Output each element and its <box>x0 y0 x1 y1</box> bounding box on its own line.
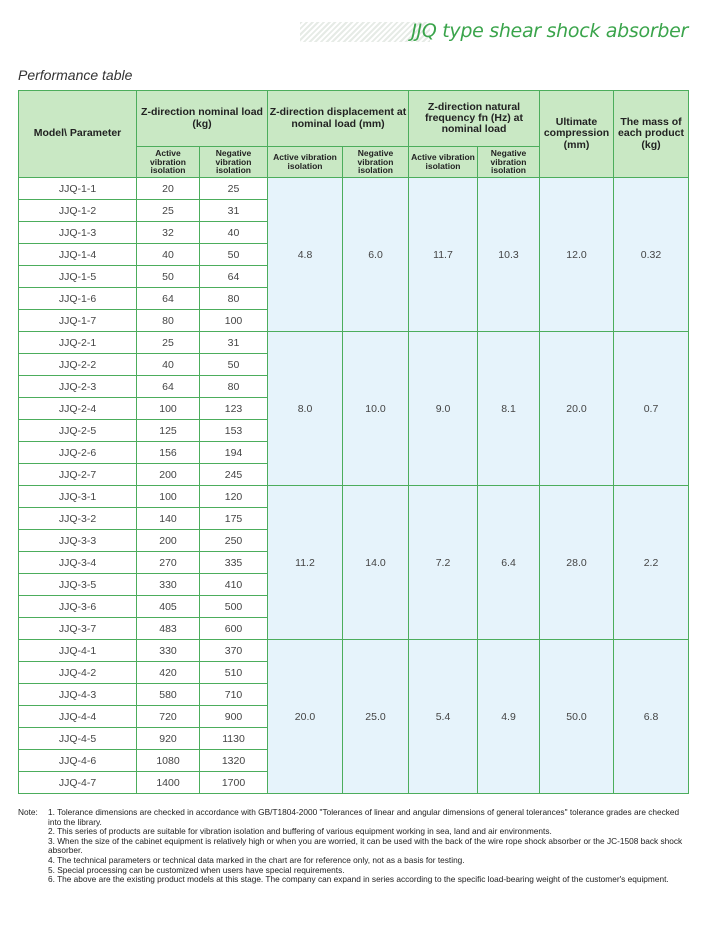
load-negative-cell: 1130 <box>200 728 268 750</box>
model-cell: JJQ-2-6 <box>19 442 137 464</box>
load-active-cell: 140 <box>137 508 200 530</box>
load-negative-cell: 370 <box>200 640 268 662</box>
subheader-frequency-active: Active vibration isolation <box>409 147 478 178</box>
displacement-negative-cell: 6.0 <box>343 178 409 332</box>
load-active-cell: 156 <box>137 442 200 464</box>
table-row <box>19 640 689 662</box>
load-negative-cell: 500 <box>200 596 268 618</box>
header-load: Z-direction nominal load (kg) <box>137 91 268 147</box>
load-active-cell: 64 <box>137 376 200 398</box>
load-active-cell: 100 <box>137 486 200 508</box>
load-active-cell: 420 <box>137 662 200 684</box>
load-active-cell: 32 <box>137 222 200 244</box>
model-cell: JJQ-3-3 <box>19 530 137 552</box>
load-negative-cell: 80 <box>200 288 268 310</box>
model-cell: JJQ-1-5 <box>19 266 137 288</box>
model-cell: JJQ-4-1 <box>19 640 137 662</box>
table-row <box>19 486 689 508</box>
performance-table <box>18 90 689 794</box>
displacement-active-cell: 20.0 <box>268 640 343 794</box>
load-negative-cell: 153 <box>200 420 268 442</box>
model-cell: JJQ-3-5 <box>19 574 137 596</box>
load-active-cell: 40 <box>137 354 200 376</box>
displacement-negative-cell: 14.0 <box>343 486 409 640</box>
load-negative-cell: 410 <box>200 574 268 596</box>
load-negative-cell: 40 <box>200 222 268 244</box>
frequency-active-cell: 5.4 <box>409 640 478 794</box>
load-active-cell: 405 <box>137 596 200 618</box>
model-cell: JJQ-4-3 <box>19 684 137 706</box>
note-item: 1. Tolerance dimensions are checked in accordance with GB/T1804-2000 "Tolerances of linear and angular dimensions of general tolerances" tolerance grades are checked into the library. <box>48 807 680 827</box>
compression-cell: 28.0 <box>540 486 614 640</box>
table-row <box>19 178 689 200</box>
load-active-cell: 40 <box>137 244 200 266</box>
model-cell: JJQ-3-2 <box>19 508 137 530</box>
frequency-negative-cell: 8.1 <box>478 332 540 486</box>
displacement-active-cell: 11.2 <box>268 486 343 640</box>
model-cell: JJQ-4-5 <box>19 728 137 750</box>
load-negative-cell: 335 <box>200 552 268 574</box>
load-active-cell: 25 <box>137 332 200 354</box>
model-cell: JJQ-1-2 <box>19 200 137 222</box>
document-title: JJQ type shear shock absorber <box>411 20 688 42</box>
load-active-cell: 200 <box>137 464 200 486</box>
model-cell: JJQ-1-3 <box>19 222 137 244</box>
notes <box>18 808 688 885</box>
load-negative-cell: 120 <box>200 486 268 508</box>
load-negative-cell: 600 <box>200 618 268 640</box>
load-active-cell: 125 <box>137 420 200 442</box>
compression-cell: 50.0 <box>540 640 614 794</box>
header-model: Model\ Parameter <box>19 91 137 178</box>
compression-cell: 12.0 <box>540 178 614 332</box>
note-item: 5. Special processing can be customized when users have special requirements. <box>48 864 345 875</box>
model-cell: JJQ-1-7 <box>19 310 137 332</box>
compression-cell: 20.0 <box>540 332 614 486</box>
load-active-cell: 1400 <box>137 772 200 794</box>
load-negative-cell: 64 <box>200 266 268 288</box>
header-frequency: Z-direction natural frequency fn (Hz) at nominal load <box>409 91 540 147</box>
header-mass: The mass of each product (kg) <box>614 91 689 178</box>
subheader-displacement-active: Active vibration isolation <box>268 147 343 178</box>
load-negative-cell: 245 <box>200 464 268 486</box>
load-active-cell: 64 <box>137 288 200 310</box>
load-negative-cell: 900 <box>200 706 268 728</box>
load-negative-cell: 25 <box>200 178 268 200</box>
load-negative-cell: 80 <box>200 376 268 398</box>
load-negative-cell: 50 <box>200 244 268 266</box>
load-negative-cell: 31 <box>200 200 268 222</box>
load-active-cell: 920 <box>137 728 200 750</box>
load-active-cell: 270 <box>137 552 200 574</box>
model-cell: JJQ-2-2 <box>19 354 137 376</box>
load-active-cell: 100 <box>137 398 200 420</box>
load-active-cell: 200 <box>137 530 200 552</box>
subheader-frequency-negative: Negative vibration isolation <box>478 147 540 178</box>
subheader-load-active: Active vibration isolation <box>137 147 200 178</box>
model-cell: JJQ-4-4 <box>19 706 137 728</box>
mass-cell: 0.32 <box>614 178 689 332</box>
load-active-cell: 330 <box>137 640 200 662</box>
model-cell: JJQ-2-5 <box>19 420 137 442</box>
note-item: 2. This series of products are suitable for vibration isolation and buffering of various equipment working in sea, land and air environments. <box>48 826 552 837</box>
displacement-negative-cell: 25.0 <box>343 640 409 794</box>
model-cell: JJQ-3-7 <box>19 618 137 640</box>
load-negative-cell: 1320 <box>200 750 268 772</box>
header-compression: Ultimate compression (mm) <box>540 91 614 178</box>
subheader-load-negative: Negative vibration isolation <box>200 147 268 178</box>
model-cell: JJQ-2-3 <box>19 376 137 398</box>
table-row <box>19 332 689 354</box>
load-active-cell: 50 <box>137 266 200 288</box>
load-negative-cell: 194 <box>200 442 268 464</box>
mass-cell: 0.7 <box>614 332 689 486</box>
load-active-cell: 580 <box>137 684 200 706</box>
model-cell: JJQ-2-4 <box>19 398 137 420</box>
model-cell: JJQ-1-1 <box>19 178 137 200</box>
load-negative-cell: 50 <box>200 354 268 376</box>
model-cell: JJQ-3-6 <box>19 596 137 618</box>
notes-list <box>48 808 688 885</box>
mass-cell: 2.2 <box>614 486 689 640</box>
load-negative-cell: 123 <box>200 398 268 420</box>
load-active-cell: 25 <box>137 200 200 222</box>
frequency-active-cell: 11.7 <box>409 178 478 332</box>
model-cell: JJQ-4-6 <box>19 750 137 772</box>
load-negative-cell: 710 <box>200 684 268 706</box>
load-active-cell: 1080 <box>137 750 200 772</box>
load-active-cell: 80 <box>137 310 200 332</box>
model-cell: JJQ-3-1 <box>19 486 137 508</box>
load-active-cell: 720 <box>137 706 200 728</box>
displacement-negative-cell: 10.0 <box>343 332 409 486</box>
subheader-displacement-negative: Negative vibration isolation <box>343 147 409 178</box>
load-active-cell: 330 <box>137 574 200 596</box>
load-active-cell: 483 <box>137 618 200 640</box>
table-body <box>19 178 689 794</box>
model-cell: JJQ-4-2 <box>19 662 137 684</box>
frequency-active-cell: 9.0 <box>409 332 478 486</box>
load-negative-cell: 31 <box>200 332 268 354</box>
load-negative-cell: 250 <box>200 530 268 552</box>
load-negative-cell: 1700 <box>200 772 268 794</box>
table-header-row <box>19 91 689 147</box>
frequency-active-cell: 7.2 <box>409 486 478 640</box>
frequency-negative-cell: 10.3 <box>478 178 540 332</box>
model-cell: JJQ-2-1 <box>19 332 137 354</box>
load-negative-cell: 510 <box>200 662 268 684</box>
frequency-negative-cell: 4.9 <box>478 640 540 794</box>
model-cell: JJQ-4-7 <box>19 772 137 794</box>
mass-cell: 6.8 <box>614 640 689 794</box>
header-displacement: Z-direction displacement at nominal load (mm) <box>268 91 409 147</box>
load-negative-cell: 100 <box>200 310 268 332</box>
model-cell: JJQ-1-4 <box>19 244 137 266</box>
section-title: Performance table <box>18 67 133 83</box>
note-item: 4. The technical parameters or technical data marked in the chart are for reference only, not as a basis for testing. <box>48 855 465 866</box>
notes-label: Note: <box>18 807 38 817</box>
model-cell: JJQ-1-6 <box>19 288 137 310</box>
frequency-negative-cell: 6.4 <box>478 486 540 640</box>
load-active-cell: 20 <box>137 178 200 200</box>
displacement-active-cell: 4.8 <box>268 178 343 332</box>
model-cell: JJQ-3-4 <box>19 552 137 574</box>
load-negative-cell: 175 <box>200 508 268 530</box>
model-cell: JJQ-2-7 <box>19 464 137 486</box>
note-item: 6. The above are the existing product models at this stage. The company can expand in series according to the specific load-bearing weight of the customer's equipment. <box>48 874 669 885</box>
note-item: 3. When the size of the cabinet equipment is relatively high or when you are worried, it can be used with the back of the wire rope shock absorber or the JC-1508 back shock absorber. <box>48 835 683 856</box>
displacement-active-cell: 8.0 <box>268 332 343 486</box>
